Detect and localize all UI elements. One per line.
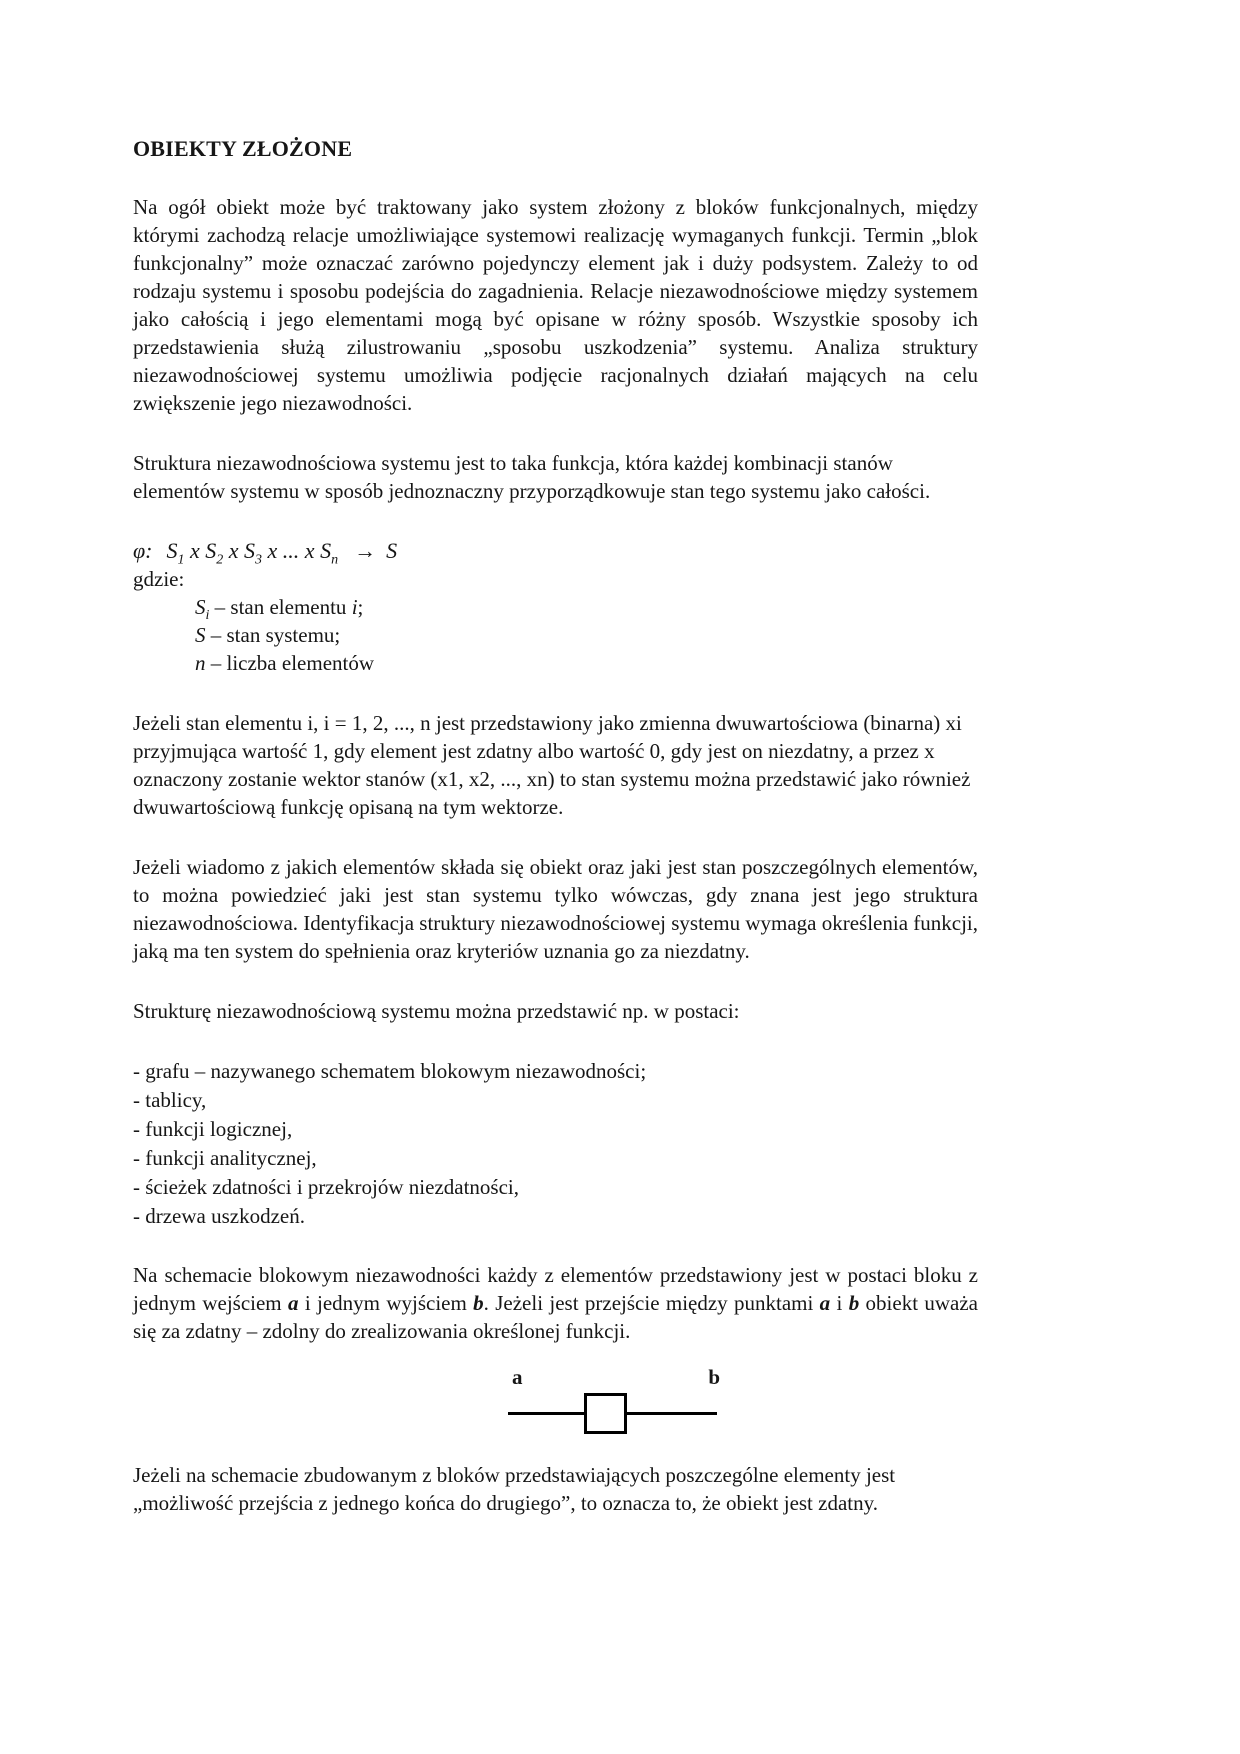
output-label-b: b [848, 1291, 860, 1315]
list-item: - funkcji analitycznej, [133, 1146, 317, 1170]
paragraph-segment: i [830, 1291, 849, 1315]
formula-result: S [386, 538, 398, 563]
formula-block [133, 537, 978, 677]
paragraph-conclusion: Jeżeli na schemacie zbudowanym z bloków przedstawiających poszczególne elementy jest „możliwość przejścia z jednego końca do drugiego”, to oznacza to, że obiekt jest zdatny. [133, 1463, 896, 1515]
formula-arrow-icon: → [354, 538, 377, 563]
list-item: - tablicy, [133, 1088, 207, 1112]
paragraph-structure-definition: Struktura niezawodnościowa systemu jest to taka funkcja, która każdej kombinacji stanów elementów systemu w sposób jednoznaczny przyporządkowuje stan tego systemu jako całości. [133, 451, 931, 503]
formula-term-s3: S [244, 538, 256, 563]
paragraph-intro: Na ogół obiekt może być traktowany jako system złożony z bloków funkcjonalnych, między którymi zachodzą relacje umożliwiające systemowi realizację wymaganych funkcji. Termin „blok funkcjonalny” może oznaczać zarówno pojedynczy element jak i duży podsystem. Zależy to od rodzaju systemu i sposobu podejścia do zagadnienia. Relacje niezawodnościowe między systemem jako całością i jego elementami mogą być opisane w różny sposób. Wszystkie sposoby ich przedstawienia służą zilustrowaniu „sposobu uszkodzenia” systemu. Analiza struktury niezawodnościowej systemu umożliwia podjęcie racjonalnych działań mających na celu zwiększenie jego niezawodności. [133, 195, 978, 415]
formula-sub-1: 1 [177, 552, 185, 568]
diagram-row [508, 1367, 720, 1434]
input-label-a: a [287, 1291, 299, 1315]
definition-text: – liczba elementów [205, 651, 375, 675]
definition-line [195, 649, 978, 677]
paragraph-segment: i jednym wyjściem [298, 1291, 474, 1315]
formula-sub-2: 2 [216, 552, 224, 568]
forms-list [133, 1057, 978, 1231]
formula-ellipsis: x ... x [262, 538, 321, 563]
list-item: - funkcji logicznej, [133, 1117, 293, 1141]
definition-text: – stan elementu [209, 595, 352, 619]
block-diagram [508, 1367, 720, 1435]
paragraph-segment: Na schemacie blokowym niezawodności każdy z elementów przedstawiony jest w postaci bloku z jednym wejściem [133, 1263, 978, 1315]
input-label-a: a [819, 1291, 831, 1315]
phi-symbol: φ: [133, 538, 153, 563]
formula-operator: x [223, 538, 245, 563]
definition-line [195, 593, 978, 624]
definition-symbol: n [195, 651, 206, 675]
definition-text: – stan systemu; [205, 623, 341, 647]
diagram-label-b: b [708, 1365, 720, 1389]
diagram-block [584, 1393, 627, 1434]
formula-line [133, 537, 978, 568]
output-label-b: b [473, 1291, 484, 1315]
paragraph-segment: . Jeżeli jest przejście między punktami [483, 1291, 820, 1315]
paragraph-known-elements: Jeżeli wiadomo z jakich elementów składa się obiekt oraz jaki jest stan poszczególnych elementów, to można powiedzieć jaki jest stan systemu tylko wówczas, gdy znana jest jego struktura niezawodnościowa. Identyfikacja struktury niezawodnościowej systemu wymaga określenia funkcji, jaką ma ten system do spełnienia oraz kryteriów uznania go za niezdatny. [133, 855, 978, 963]
definition-variable: i [351, 595, 358, 619]
definition-symbol: S [195, 595, 206, 619]
definition-punct: ; [357, 595, 364, 619]
formula-sub-3: 3 [255, 552, 263, 568]
formula-term-sn: S [320, 538, 332, 563]
formula-operator: x [184, 538, 206, 563]
where-label: gdzie: [133, 567, 185, 591]
paragraph-block-scheme [133, 1261, 978, 1345]
definition-symbol: S [195, 623, 206, 647]
formula-term-s1: S [166, 538, 178, 563]
page-title: OBIEKTY ZŁOŻONE [133, 136, 353, 161]
list-item: - drzewa uszkodzeń. [133, 1204, 305, 1228]
diagram-label-a: a [512, 1365, 523, 1389]
list-item: - ścieżek zdatności i przekrojów niezdatności, [133, 1175, 520, 1199]
paragraph-segment: obiekt uważa się za zdatny – zdolny do zrealizowania określonej funkcji. [133, 1291, 979, 1343]
list-item: - grafu – nazywanego schematem blokowym niezawodności; [133, 1059, 647, 1083]
diagram-input-line [508, 1412, 584, 1415]
paragraph-forms-intro: Strukturę niezawodnościową systemu można przedstawić np. w postaci: [133, 999, 740, 1023]
definition-symbol-sub: i [205, 608, 210, 624]
paragraph-binary-state: Jeżeli stan elementu i, i = 1, 2, ..., n jest przedstawiony jako zmienna dwuwartościowa (binarna) xi przyjmująca wartość 1, gdy element jest zdatny albo wartość 0, gdy jest on niezdatny, a przez x oznaczony zostanie wektor stanów (x1, x2, ..., xn) to stan systemu można przedstawić jako również dwuwartościową funkcję opisaną na tym wektorze. [133, 711, 971, 819]
formula-definitions [133, 593, 978, 677]
definition-line [195, 621, 978, 649]
formula-term-s2: S [205, 538, 217, 563]
diagram-output-line [627, 1412, 717, 1415]
formula-sub-n: n [331, 552, 339, 568]
